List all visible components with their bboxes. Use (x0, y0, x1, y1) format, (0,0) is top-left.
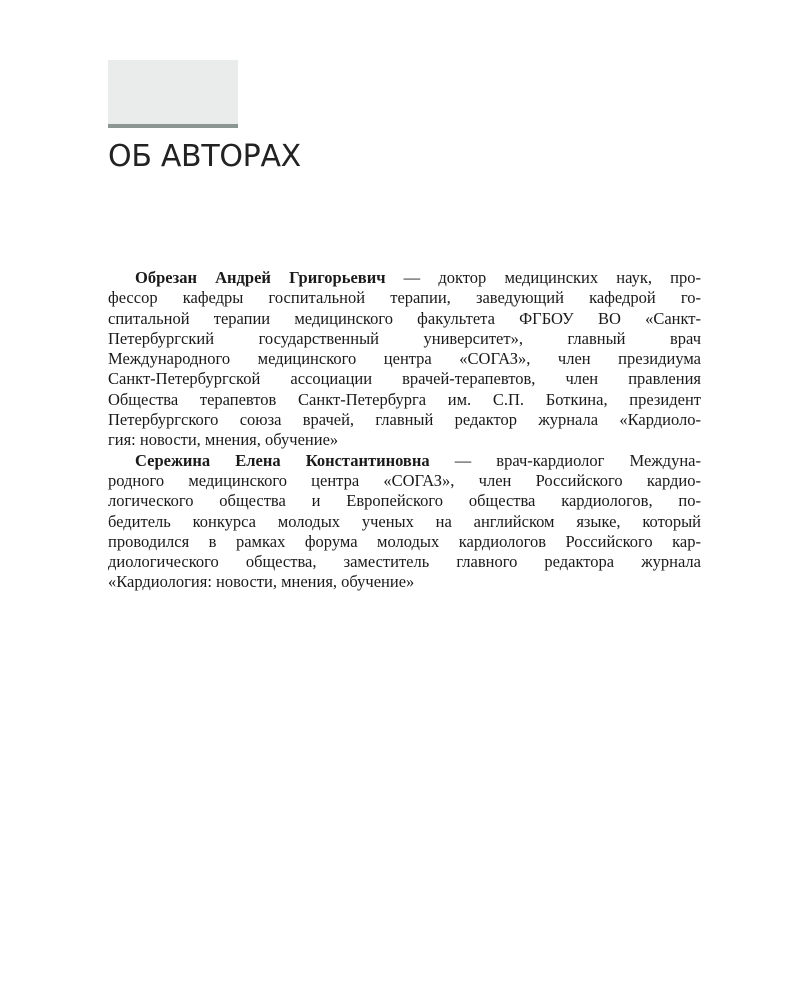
author-bio-line: Общества терапевтов Санкт-Петербурга им. С.П. Боткина, президент (108, 389, 701, 409)
author-entry-serezhina (108, 451, 701, 593)
author-bio-line: Петербургский государственный университет», главный врач (108, 328, 701, 348)
author-bio-line: Сережина Елена Константиновна — врач-кардиолог Междуна- (135, 450, 701, 470)
author-bio-line: диологического общества, заместитель главного редактора журнала (108, 552, 701, 572)
author-bio-line: родного медицинского центра «СОГАЗ», член Российского кардио- (108, 470, 701, 490)
author-bio-line: Петербургского союза врачей, главный редактор журнала «Кардиоло- (108, 410, 701, 430)
author-name: Обрезан Андрей Григорьевич (135, 268, 386, 287)
author-bio-line: логического общества и Европейского общества кардиологов, по- (108, 491, 701, 511)
author-bio-line: Санкт-Петербургской ассоциации врачей-терапевтов, член правления (108, 369, 701, 389)
author-bio-line: проводился в рамках форума молодых кардиологов Российского кар- (108, 531, 701, 551)
authors-section (108, 268, 701, 593)
author-bio-line: фессор кафедры госпитальной терапии, заведующий кафедрой го- (108, 288, 701, 308)
author-bio-line: бедитель конкурса молодых ученых на английском языке, который (108, 511, 701, 531)
author-bio-line: «Кардиология: новости, мнения, обучение» (108, 572, 415, 592)
author-entry-obrezan (108, 268, 701, 451)
header-rule (108, 124, 238, 128)
author-bio-line: спитальной терапии медицинского факультета ФГБОУ ВО «Санкт- (108, 308, 701, 328)
author-bio-line: гия: новости, мнения, обучение» (108, 430, 339, 450)
page-title: ОБ АВТОРАХ (108, 139, 301, 174)
header-decor-block (108, 60, 238, 124)
author-bio-line: Международного медицинского центра «СОГАЗ», член президиума (108, 349, 701, 369)
author-bio-line: Обрезан Андрей Григорьевич — доктор медицинских наук, про- (135, 268, 702, 287)
author-name: Сережина Елена Константиновна (135, 450, 430, 470)
